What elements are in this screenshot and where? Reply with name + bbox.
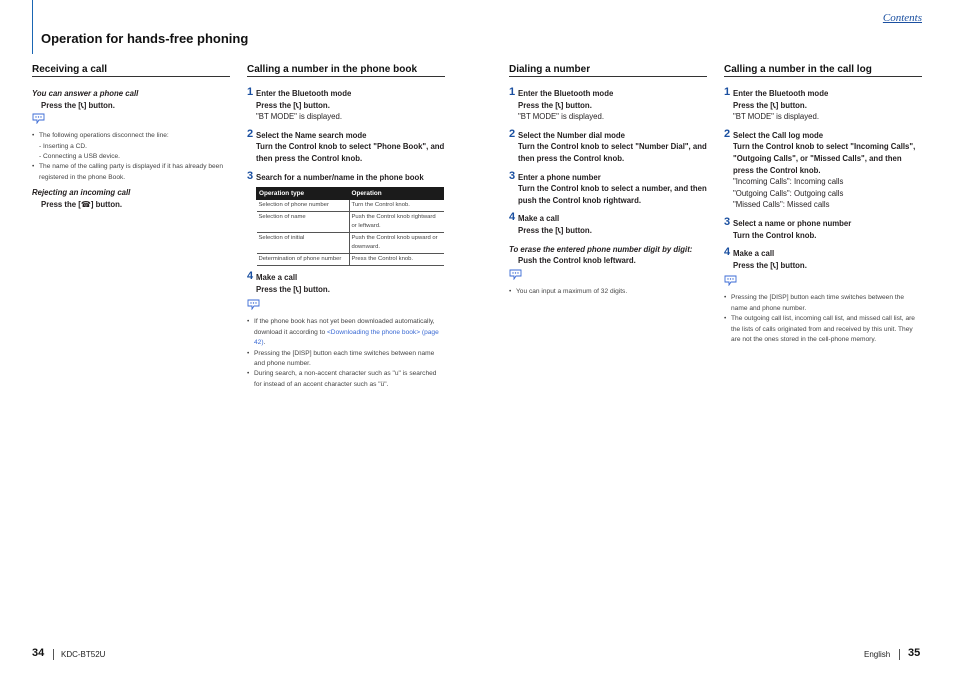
notes-list xyxy=(32,162,230,183)
text: Press the [ xyxy=(518,100,558,110)
page-title: Operation for hands-free phoning xyxy=(41,31,249,46)
instruction xyxy=(256,100,445,112)
step-title: Make a call xyxy=(256,273,298,283)
operation-table xyxy=(256,187,444,266)
step-number: 2 xyxy=(509,127,516,140)
step-title: Make a call xyxy=(518,214,560,224)
step-title: Enter the Bluetooth mode xyxy=(256,89,352,98)
table-cell: Turn the Control knob. xyxy=(349,200,444,212)
text: ] button. xyxy=(775,260,807,270)
step-extra: "Incoming Calls": Incoming calls xyxy=(733,177,844,187)
table-header-row xyxy=(257,188,444,200)
section-title: Receiving a call xyxy=(32,64,230,77)
step-extra: "BT MODE" is displayed. xyxy=(518,112,604,122)
section-title: Dialing a number xyxy=(509,64,707,77)
note-icon xyxy=(247,299,260,310)
step-title: Select the Name search mode xyxy=(256,130,367,140)
table-cell: Determination of phone number xyxy=(257,254,350,266)
right-page-number: 35 xyxy=(908,647,921,659)
section-title: Calling a number in the call log xyxy=(724,64,922,77)
phone-call-icon: 📞︎ xyxy=(295,100,299,110)
note-icon xyxy=(509,269,522,280)
section-phonebook xyxy=(247,64,445,390)
table-cell: Selection of initial xyxy=(257,233,350,254)
step-number: 2 xyxy=(724,127,731,140)
table-cell: Press the Control knob. xyxy=(349,254,444,266)
step-3 xyxy=(724,215,922,241)
table-cell: Selection of phone number xyxy=(257,200,350,212)
step-extra: "Outgoing Calls": Outgoing calls xyxy=(733,188,844,198)
instruction xyxy=(518,225,707,237)
step-title: Select the Number dial mode xyxy=(518,130,626,140)
phone-call-icon: 📞︎ xyxy=(557,225,561,235)
phone-call-icon: 📞︎ xyxy=(772,100,776,110)
notes-list xyxy=(724,293,922,345)
step-4 xyxy=(724,248,922,271)
instruction xyxy=(32,100,230,112)
sub-item: - Inserting a CD. xyxy=(39,142,88,150)
notes-list xyxy=(32,131,230,141)
instruction xyxy=(32,199,230,211)
left-page-number: 34 xyxy=(32,647,45,659)
text: Press the [ xyxy=(733,260,773,270)
step-4 xyxy=(509,213,707,236)
sub-item: - Connecting a USB device. xyxy=(39,153,120,160)
text: ] button. xyxy=(560,100,592,110)
note-item: • You can input a maximum of 32 digits. xyxy=(509,287,707,297)
step-extra: "BT MODE" is displayed. xyxy=(733,112,819,122)
text: ] button. xyxy=(560,225,592,235)
text: . xyxy=(263,339,266,347)
note-item: • The outgoing call list, incoming call list, and missed call list, are the lists of calls originated from and received by this unit. They are not the ones stored in the cell-phone memory. xyxy=(724,314,922,345)
text: ] button. xyxy=(298,100,330,110)
text: ] button. xyxy=(90,199,123,209)
step-text: Turn the Control knob to select "Number Dial", and then press the Control knob. xyxy=(518,142,707,163)
step-title: Select the Call log mode xyxy=(733,130,824,140)
step-2 xyxy=(509,127,707,165)
step-1 xyxy=(724,88,922,123)
step-number: 4 xyxy=(247,270,254,283)
page-link[interactable]: <Downloading the phone book> (page 42) xyxy=(254,328,439,347)
phone-call-icon: 📞︎ xyxy=(80,100,84,110)
table-row xyxy=(257,254,444,266)
text: Press the [ xyxy=(518,225,558,235)
text: Press the [ xyxy=(256,100,296,110)
note-item xyxy=(247,317,445,348)
table-cell: Push the Control knob rightward or leftward. xyxy=(349,212,444,233)
note-icon xyxy=(724,275,737,286)
step-2 xyxy=(724,127,922,211)
header-accent-bar xyxy=(32,0,33,54)
table-header: Operation type xyxy=(257,188,350,200)
phone-call-icon: 📞︎ xyxy=(557,100,561,110)
table-cell: Push the Control knob upward or downward. xyxy=(349,233,444,254)
table-row xyxy=(257,212,444,233)
step-1 xyxy=(247,88,445,123)
step-title: Make a call xyxy=(733,249,775,259)
text: Press the [ xyxy=(256,284,296,294)
note-item: • During search, a non-accent character such as "u" is searched for instead of an accent character such as "ü". xyxy=(247,369,445,390)
step-text: Turn the Control knob to select "Phone Book", and then press the Control knob. xyxy=(256,142,445,163)
notes-list xyxy=(247,317,445,390)
subheading: To erase the entered phone number digit by digit: xyxy=(509,244,693,254)
text: ] button. xyxy=(298,284,330,294)
section-calllog xyxy=(724,64,922,345)
step-title: Search for a number/name in the phone book xyxy=(256,172,424,182)
note-item: • The name of the calling party is displayed if it has already been registered in the phone Book. xyxy=(32,162,230,183)
table-header: Operation xyxy=(349,188,444,200)
note-icon xyxy=(32,113,45,124)
table-cell: Selection of name xyxy=(257,212,350,233)
hang-up-icon: ☎︎ xyxy=(80,199,91,209)
step-3 xyxy=(247,169,445,184)
section-receiving xyxy=(32,64,230,210)
step-4 xyxy=(247,272,445,295)
instruction xyxy=(256,284,445,296)
step-number: 3 xyxy=(247,169,254,182)
step-1 xyxy=(509,88,707,123)
footer-divider xyxy=(899,649,900,660)
step-number: 3 xyxy=(509,169,516,182)
text: Press the [ xyxy=(41,100,81,110)
step-2 xyxy=(247,127,445,165)
text: If the phone book has not yet been downloaded automatically, download it according to xyxy=(254,318,435,336)
section-dialing xyxy=(509,64,707,297)
instruction: Push the Control knob leftward. xyxy=(518,256,636,266)
step-number: 3 xyxy=(724,215,731,228)
step-number: 2 xyxy=(247,127,254,140)
instruction xyxy=(733,100,922,112)
table-row xyxy=(257,200,444,212)
table-row xyxy=(257,233,444,254)
text: ] button. xyxy=(83,100,115,110)
phone-call-icon: 📞︎ xyxy=(295,284,299,294)
text: Press the [ xyxy=(733,100,773,110)
step-3 xyxy=(509,169,707,207)
subheading: Rejecting an incoming call xyxy=(32,188,131,198)
footer-divider xyxy=(53,649,54,660)
text: ] button. xyxy=(775,100,807,110)
step-number: 4 xyxy=(724,246,731,259)
section-title: Calling a number in the phone book xyxy=(247,64,445,77)
phone-call-icon: 📞︎ xyxy=(772,260,776,270)
step-title: Enter a phone number xyxy=(518,172,601,182)
step-number: 1 xyxy=(509,86,516,98)
step-text: Turn the Control knob. xyxy=(733,230,817,240)
step-title: Select a name or phone number xyxy=(733,218,852,228)
step-text: Turn the Control knob to select "Incoming Calls", "Outgoing Calls", or "Missed Calls", and then press the Control knob. xyxy=(733,142,916,175)
note-item: • Pressing the [DISP] button each time switches between the name and phone number. xyxy=(724,293,922,314)
step-title: Enter the Bluetooth mode xyxy=(733,89,829,98)
instruction xyxy=(518,100,707,112)
instruction xyxy=(733,260,922,272)
note-item: • The following operations disconnect the line: xyxy=(32,131,230,141)
contents-link[interactable]: Contents xyxy=(882,12,922,24)
model-name: KDC-BT52U xyxy=(61,650,106,659)
step-text: Turn the Control knob to select a number, and then push the Control knob rightward. xyxy=(518,184,707,205)
step-number: 1 xyxy=(247,86,254,98)
language-label: English xyxy=(864,650,891,659)
step-extra: "BT MODE" is displayed. xyxy=(256,112,342,122)
step-extra: "Missed Calls": Missed calls xyxy=(733,200,830,210)
text: Press the [ xyxy=(41,199,81,209)
step-number: 4 xyxy=(509,211,516,224)
notes-list xyxy=(509,287,707,297)
step-title: Enter the Bluetooth mode xyxy=(518,89,614,98)
subheading: You can answer a phone call xyxy=(32,89,139,98)
step-number: 1 xyxy=(724,86,731,98)
note-item: • Pressing the [DISP] button each time switches between name and phone number. xyxy=(247,349,445,370)
